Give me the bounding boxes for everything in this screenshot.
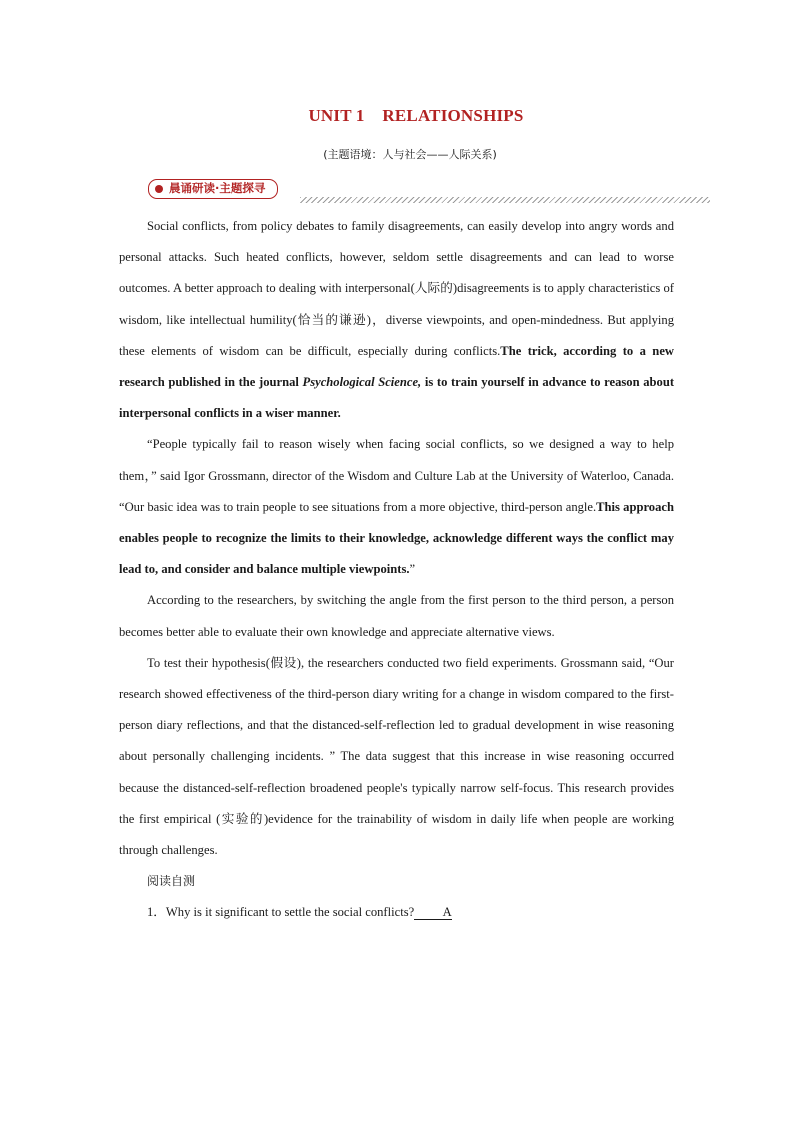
paragraph-1 xyxy=(119,211,674,429)
reading-passage xyxy=(119,211,674,929)
paragraph-3: According to the researchers, by switching the angle from the first person to the third person, a person becomes better able to evaluate their own knowledge and appreciate alternative views. xyxy=(119,593,674,639)
theme-context: (主题语境：人与社会——人际关系) xyxy=(323,148,497,161)
key-sentence-part-1: The trick, according to a new research published in the journal xyxy=(119,343,675,390)
key-sentence-part-2: is to train yourself in advance to reason about interpersonal conflicts in a wiser manner. xyxy=(119,375,675,421)
paragraph-2 xyxy=(119,429,674,585)
question-1 xyxy=(119,897,674,928)
paragraph-2-key-sentence: This approach enables people to recognize the limits to their knowledge, acknowledge different ways the conflict may lead to, and consider and balance multiple viewpoints. xyxy=(119,499,674,577)
quiz-label: 阅读自测 xyxy=(147,874,196,889)
banner-dot-icon xyxy=(155,185,163,193)
paragraph-2-text: “People typically fail to reason wisely when facing social conflicts, so we designed a way to help them，” said Igor Grossmann, director of the Wisdom and Culture Lab at the University of Waterloo, Canada. “Our basic idea was to train people to see situations from a more objective, third-person angle. xyxy=(119,437,674,514)
paragraph-1-text: Social conflicts, from policy debates to family disagreements, can easily develop into angry words and personal attacks. Such heated conflicts, however, seldom settle disagreements and can lead to worse outcomes. A better approach to dealing with interpersonal(人际的)disagreements is to apply characteristics of wisdom, like intellectual humility(恰当的谦逊)，diverse viewpoints, and open-mindedness. But applying these elements of wisdom can be difficult, especially during conflicts. xyxy=(119,219,674,358)
question-1-text: Why is it significant to settle the social conflicts? xyxy=(165,905,415,920)
question-1-number: 1． xyxy=(147,905,166,920)
paragraph-4: To test their hypothesis(假设), the researchers conducted two field experiments. Grossmann said, “Our research showed effectiveness of the third-person diary writing for a change in wisdom compared to the first-person diary reflections, and that the distanced-self-reflection led to gradual development in wise reasoning about personally challenging incidents. ” The data suggest that this increase in wise reasoning occurred because the distanced-self-reflection broadened people's typically narrow self-focus. This research provides the first empirical (实验的)evidence for the trainability of wisdom in daily life when people are working through challenges. xyxy=(119,655,674,858)
section-divider xyxy=(300,197,710,203)
paragraph-2-closing-quote: ” xyxy=(409,562,416,577)
question-1-answer: A xyxy=(414,905,452,920)
journal-name: Psychological Science, xyxy=(302,375,422,390)
unit-title: UNIT 1 RELATIONSHIPS xyxy=(308,106,524,125)
section-banner-label: 晨诵研读·主题探寻 xyxy=(169,181,266,195)
section-banner-tag xyxy=(148,179,278,199)
